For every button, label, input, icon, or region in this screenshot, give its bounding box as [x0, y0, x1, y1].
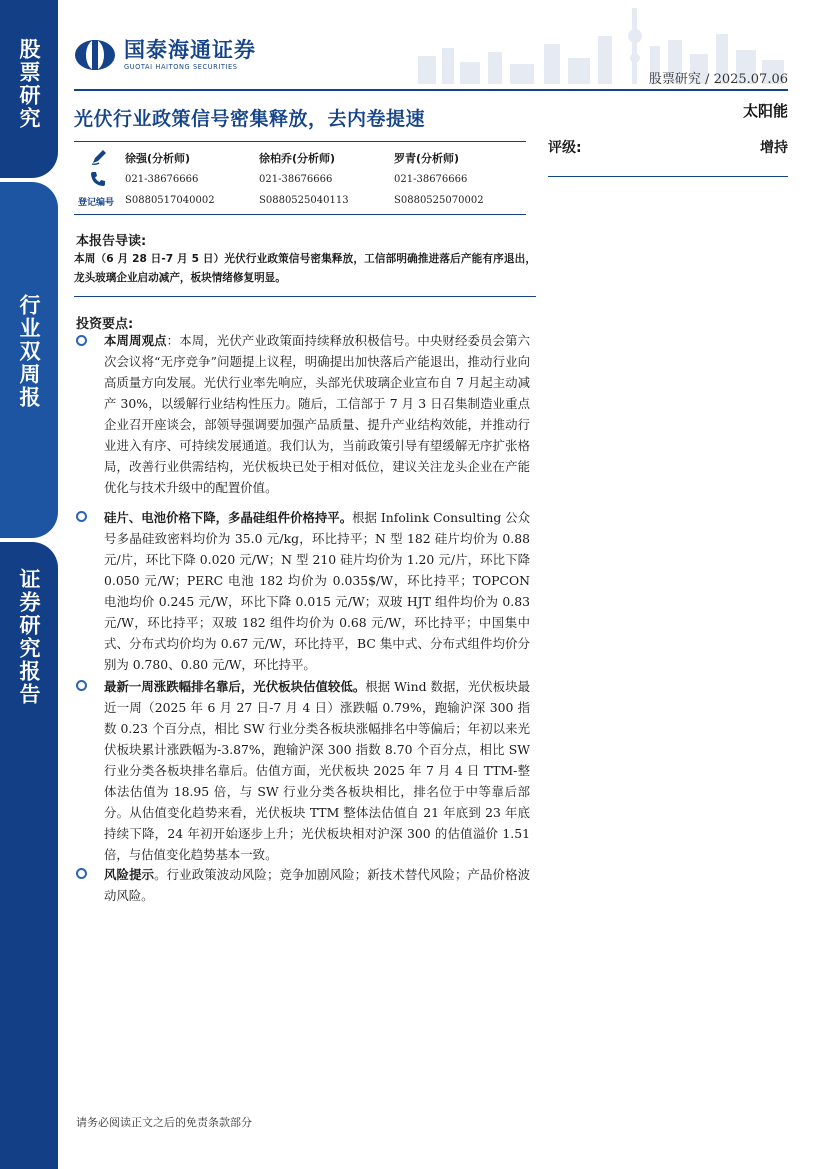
- sidebar-label-stock-research: 股票研究: [17, 38, 41, 130]
- bullet-icon: [76, 511, 87, 522]
- analyst-1-phone: 021-38676666: [125, 174, 199, 185]
- sidebar-block-stock-research: [0, 0, 58, 178]
- company-logo: [74, 39, 256, 71]
- key-point-body: ：本周，光伏产业政策面持续释放积极信号。中央财经委员会第六次会议将“无序竞争”问题提上议程，明确提出加快落后产能退出，推动行业向高质量方向发展。光伏行业率先响应，头部光伏玻璃企业宣布自 7 月起主动减产 30%，以缓解行业结构性压力。随后，工信部于 7 月 3 日召集制造业重点企业召开座谈会，部领导强调要加强产品质量、提升产业结构效能，并推动行业进入有序、可持续发展通道。我们认为，当前政策引导有望缓解无序扩张格局，改善行业供需结构，光伏板块已处于相对低位，建议关注龙头企业在产能优化与技术升级中的配置价值。: [104, 333, 531, 495]
- industry-label: 太阳能: [742, 102, 788, 120]
- bullet-icon: [76, 680, 87, 691]
- intro-divider: [74, 296, 536, 297]
- analyst-2-phone: 021-38676666: [259, 174, 333, 185]
- analyst-1-registration: S0880517040002: [125, 195, 215, 206]
- header-divider: [74, 89, 788, 91]
- analyst-3-name: 罗青(分析师): [394, 152, 460, 165]
- footer-disclaimer: 请务必阅读正文之后的免责条款部分: [76, 1116, 252, 1129]
- analyst-bottom-divider: [74, 214, 526, 215]
- key-point-head: 硅片、电池价格下降，多晶硅组件价格持平。: [104, 510, 353, 525]
- key-point-head: 本周周观点: [104, 333, 167, 348]
- phone-icon: [90, 171, 106, 187]
- sidebar-label-biweekly: 行业双周报: [17, 294, 41, 409]
- sidebar-block-biweekly: [0, 182, 58, 538]
- analyst-3-phone: 021-38676666: [394, 174, 468, 185]
- bullet-icon: [76, 868, 87, 879]
- report-title: 光伏行业政策信号密集释放，去内卷提速: [74, 108, 426, 130]
- analyst-1-name: 徐强(分析师): [125, 152, 191, 165]
- rating-value: 增持: [760, 140, 788, 156]
- logo-chinese-name: 国泰海通证券: [124, 38, 256, 62]
- key-point-head: 风险提示: [104, 867, 155, 882]
- key-point-prices: [104, 507, 530, 675]
- logo-mark-icon: [74, 39, 116, 71]
- analyst-2-name: 徐柏乔(分析师): [259, 152, 336, 165]
- sidebar-label-securities-report: 证券研究报告: [17, 568, 41, 706]
- sidebar-block-securities-report: [0, 542, 58, 1169]
- report-category-date: 股票研究 / 2025.07.06: [648, 72, 788, 87]
- analyst-top-divider: [74, 141, 526, 142]
- key-points-heading: 投资要点:: [76, 317, 134, 332]
- key-point-market-valuation: [104, 676, 530, 865]
- key-point-head: 最新一周涨跌幅排名靠后，光伏板块估值较低。: [104, 679, 366, 694]
- key-point-weekly-view: [104, 330, 530, 498]
- key-point-body: 根据 Infolink Consulting 公众号多晶硅致密料均价为 35.0 元/kg，环比持平；N 型 182 硅片均价为 0.88 元/片，环比下降 0.020 元/W；N 型 210 硅片均价为 1.20 元/片，环比下降 0.050 元/W；PERC 电池 182 均价为 0.035$/W，环比持平；TOPCON 电池均价 0.245 元/W，环比下降 0.015 元/W；双玻 HJT 组件均价为 0.83 元/W，环比持平；双玻 182 组件均价为 0.68 元/W，环比持平；中国集中式、分布式均价均为 0.67 元/W，环比持平，BC 集中式、分布式组件均价分别为 0.780、0.80 元/W，环比持平。: [104, 510, 531, 672]
- analyst-3-registration: S0880525070002: [394, 195, 484, 206]
- logo-english-name: GUOTAI HAITONG SECURITIES: [124, 63, 238, 71]
- rating-label: 评级:: [548, 140, 582, 156]
- key-point-body: 根据 Wind 数据，光伏板块最近一周（2025 年 6 月 27 日-7 月 4 日）涨跌幅 0.79%，跑输沪深 300 指数 0.23 个百分点，相比 SW 行业分类各板块涨幅排名中等偏后；年初以来光伏板块累计涨跌幅为-3.87%，跑输沪深 300 指数 8.70 个百分点，相比 SW 行业分类各板块排名靠后。估值方面，光伏板块 2025 年 7 月 4 日 TTM-整体法估值为 18.95 倍，与 SW 行业分类各板块相比，排名位于中等靠后部分。从估值变化趋势来看，光伏板块 TTM 整体法估值自 21 年底到 23 年底持续下降，24 年初开始逐步上升；光伏板块相对沪深 300 的估值溢价 1.51 倍，与估值变化趋势基本一致。: [104, 679, 530, 862]
- intro-heading: 本报告导读:: [76, 234, 147, 249]
- rating-divider: [548, 176, 788, 177]
- analyst-2-registration: S0880525040113: [259, 195, 349, 206]
- intro-summary: 本周（6 月 28 日-7 月 5 日）光伏行业政策信号密集释放，工信部明确推进落后产能有序退出，龙头玻璃企业启动减产，板块情绪修复明显。: [74, 253, 536, 284]
- key-point-risks: [104, 864, 530, 906]
- registration-number-label: 登记编号: [78, 198, 115, 208]
- bullet-icon: [76, 335, 87, 346]
- pen-icon: [90, 148, 108, 166]
- left-sidebar: [0, 0, 58, 1169]
- key-point-body: 。行业政策波动风险；竞争加剧风险；新技术替代风险；产品价格波动风险。: [104, 867, 531, 903]
